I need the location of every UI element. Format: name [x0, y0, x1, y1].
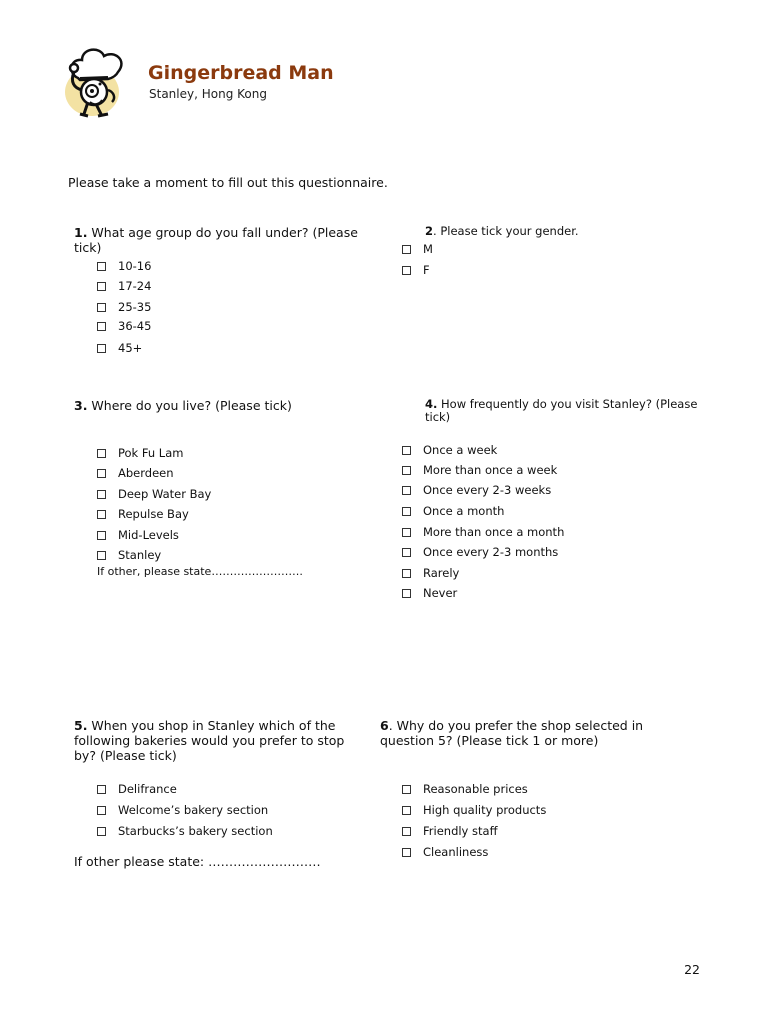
question-2-text: . Please tick your gender. [433, 224, 579, 238]
q3-other-field[interactable]: If other, please state……………………. [97, 565, 303, 578]
checkbox[interactable] [97, 806, 106, 815]
question-1-text: What age group do you fall under? (Please tick) [74, 225, 358, 255]
question-2 [425, 225, 715, 238]
checkbox[interactable] [402, 827, 411, 836]
q3-option[interactable]: Repulse Bay [97, 507, 189, 521]
q3-option[interactable]: Stanley [97, 548, 161, 562]
q6-option[interactable]: Friendly staff [402, 824, 498, 838]
question-2-number: 2 [425, 224, 434, 238]
q4-option[interactable]: Once every 2-3 months [402, 545, 558, 559]
checkbox[interactable] [402, 466, 411, 475]
q5-option[interactable]: Welcome’s bakery section [97, 803, 268, 817]
question-4 [425, 398, 715, 424]
question-3-text: Where do you live? (Please tick) [87, 398, 292, 413]
question-3 [74, 398, 374, 413]
question-5-number: 5. [74, 718, 88, 733]
question-1 [74, 225, 374, 255]
checkbox[interactable] [97, 490, 106, 499]
checkbox[interactable] [402, 486, 411, 495]
q5-option[interactable]: Delifrance [97, 782, 177, 796]
business-name: Gingerbread Man [148, 62, 334, 84]
checkbox[interactable] [97, 282, 106, 291]
checkbox[interactable] [402, 569, 411, 578]
question-5-text: When you shop in Stanley which of the following bakeries would you prefer to stop by? (Please tick) [74, 718, 345, 763]
business-location: Stanley, Hong Kong [149, 87, 267, 101]
question-5 [74, 718, 364, 763]
q3-option[interactable]: Mid-Levels [97, 528, 179, 542]
q1-option[interactable]: 45+ [97, 341, 142, 355]
q1-option[interactable]: 36-45 [97, 319, 151, 333]
page-number: 22 [684, 962, 700, 977]
q6-option[interactable]: Reasonable prices [402, 782, 528, 796]
checkbox[interactable] [97, 303, 106, 312]
checkbox[interactable] [402, 528, 411, 537]
checkbox[interactable] [97, 322, 106, 331]
checkbox[interactable] [402, 806, 411, 815]
checkbox[interactable] [402, 548, 411, 557]
checkbox[interactable] [97, 510, 106, 519]
checkbox[interactable] [97, 827, 106, 836]
q1-option[interactable]: 10-16 [97, 259, 151, 273]
checkbox[interactable] [402, 245, 411, 254]
question-3-number: 3. [74, 398, 88, 413]
checkbox[interactable] [402, 446, 411, 455]
q4-option[interactable]: More than once a week [402, 463, 557, 477]
checkbox[interactable] [97, 469, 106, 478]
q5-option[interactable]: Starbucks’s bakery section [97, 824, 273, 838]
checkbox[interactable] [402, 848, 411, 857]
q4-option[interactable]: Never [402, 586, 457, 600]
checkbox[interactable] [402, 785, 411, 794]
q4-option[interactable]: Rarely [402, 566, 459, 580]
question-6-number: 6 [380, 718, 389, 733]
q3-option[interactable]: Deep Water Bay [97, 487, 211, 501]
q3-option[interactable]: Aberdeen [97, 466, 174, 480]
checkbox[interactable] [97, 551, 106, 560]
q1-option[interactable]: 17-24 [97, 279, 151, 293]
q2-option[interactable]: M [402, 242, 433, 256]
q4-option[interactable]: Once every 2-3 weeks [402, 483, 551, 497]
q4-option[interactable]: Once a week [402, 443, 497, 457]
checkbox[interactable] [402, 507, 411, 516]
checkbox[interactable] [402, 266, 411, 275]
q4-option[interactable]: More than once a month [402, 525, 564, 539]
checkbox[interactable] [97, 449, 106, 458]
checkbox[interactable] [97, 531, 106, 540]
question-6 [380, 718, 680, 748]
question-4-number: 4. [425, 397, 438, 411]
q5-other-field[interactable]: If other please state: ……………………… [74, 854, 321, 869]
question-4-text: How frequently do you visit Stanley? (Please tick) [425, 397, 698, 424]
question-1-number: 1. [74, 225, 88, 240]
intro-text: Please take a moment to fill out this questionnaire. [68, 175, 388, 190]
checkbox[interactable] [97, 344, 106, 353]
question-6-text: . Why do you prefer the shop selected in question 5? (Please tick 1 or more) [380, 718, 644, 748]
q6-option[interactable]: Cleanliness [402, 845, 488, 859]
q4-option[interactable]: Once a month [402, 504, 504, 518]
q1-option[interactable]: 25-35 [97, 300, 151, 314]
q2-option[interactable]: F [402, 263, 430, 277]
checkbox[interactable] [402, 589, 411, 598]
checkbox[interactable] [97, 262, 106, 271]
checkbox[interactable] [97, 785, 106, 794]
gingerbread-chef-logo [62, 44, 134, 120]
q6-option[interactable]: High quality products [402, 803, 546, 817]
q3-option[interactable]: Pok Fu Lam [97, 446, 183, 460]
